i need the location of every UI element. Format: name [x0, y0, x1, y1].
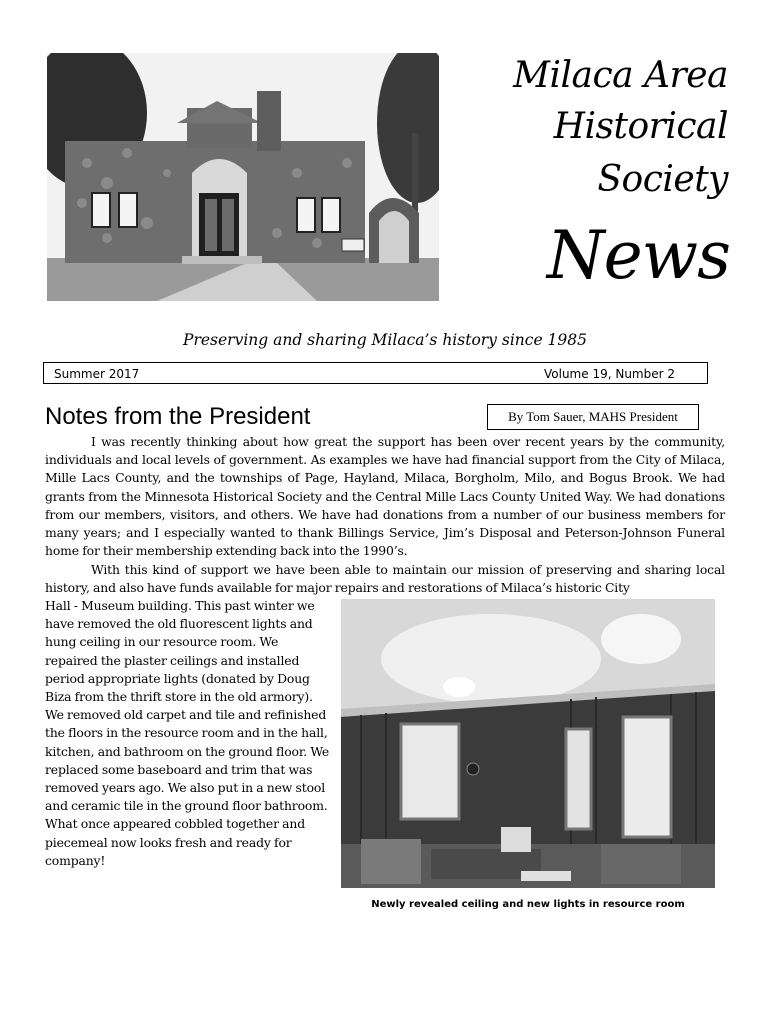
masthead-line-2: Historical [553, 106, 728, 147]
city-hall-photo [47, 53, 439, 301]
photo-caption: Newly revealed ceiling and new lights in resource room [371, 899, 685, 910]
masthead-line-3: Society [597, 159, 728, 200]
city-hall-illustration [47, 53, 439, 301]
resource-room-photo [341, 599, 715, 888]
masthead-line-1: Milaca Area [513, 55, 728, 96]
issue-season: Summer 2017 [54, 367, 140, 381]
article-paragraph-2: With this kind of support we have been able to maintain our mission of preserving and sharing local history, and also have funds available for major repairs and restorations of Milaca’s historic City [45, 562, 725, 596]
article-paragraph-3: Hall - Museum building. This past winter we have removed the old fluorescent lights and hung ceiling in our resource room. We repaired the plaster ceilings and installed period appropriate lights (donated by Doug Biza from the thrift store in the old armory). We removed old carpet and tile and refinished the floors in the resource room and in the hall, kitchen, and bathroom on the ground floor. We replaced some baseboard and trim that was removed years ago. We also put in a new stool and ceramic tile in the ground floor bathroom. What once appeared cobbled together and piecemeal now looks fresh and ready for company! [45, 598, 330, 868]
issue-bar [43, 362, 708, 384]
article-paragraph-1: I was recently thinking about how great the support has been over recent years by the community, individuals and local levels of government. As examples we have had financial support from the City of Milaca, Mille Lacs County, and the townships of Page, Hayland, Milaca, Borgholm, Milo, and Bogus Brook. We had grants from the Minnesota Historical Society and the Central Mille Lacs County United Way. We had donations from our members, visitors, and others. We have had donations from a number of our business members for many years; and I especially wanted to thank Billings Service, Jim’s Disposal and Peterson-Johnson Funeral home for their membership extending back into the 1990’s. [45, 434, 725, 559]
article-title: Notes from the President [45, 403, 311, 430]
issue-volume: Volume 19, Number 2 [544, 367, 675, 381]
article-byline: By Tom Sauer, MAHS President [487, 404, 699, 430]
resource-room-illustration [341, 599, 715, 888]
masthead-news: News [546, 217, 730, 294]
tagline: Preserving and sharing Milaca’s history since 1985 [183, 331, 587, 349]
